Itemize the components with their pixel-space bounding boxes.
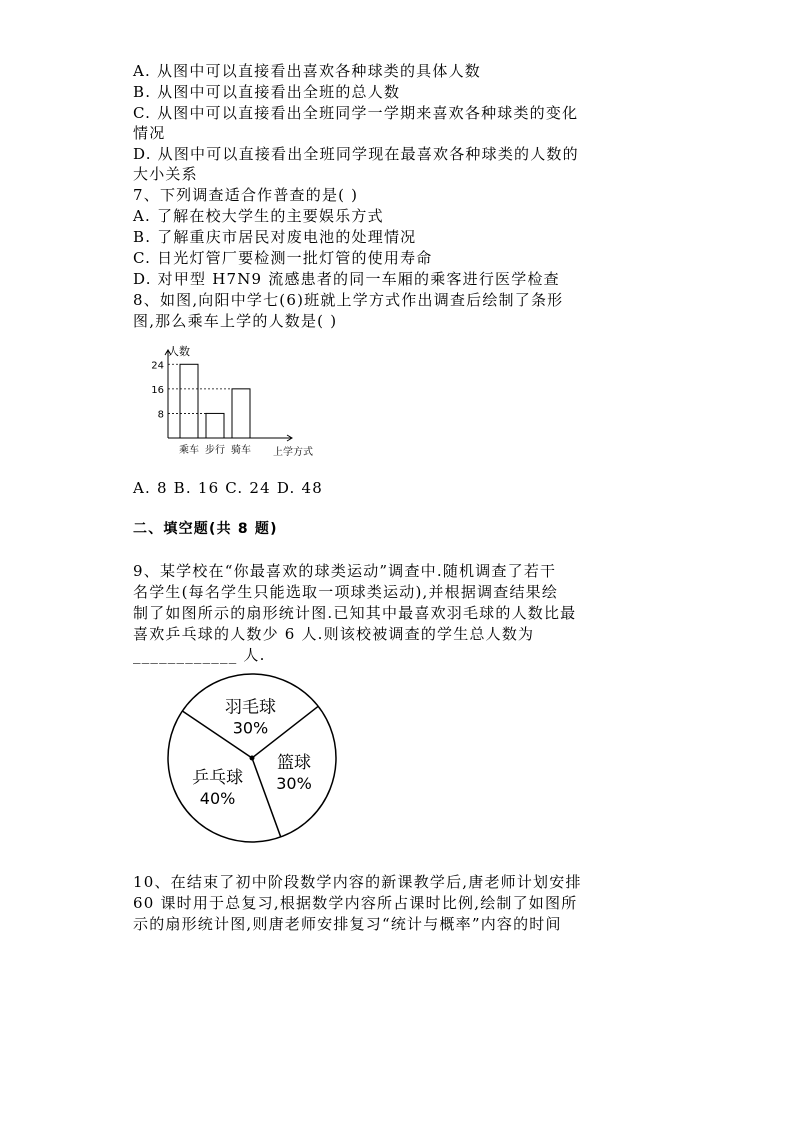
x-tick-label: 乘车 <box>179 445 199 456</box>
q9-line-4: 喜欢乒乓球的人数少 6 人.则该校被调查的学生总人数为 <box>133 625 535 643</box>
section-title: 二、填空题(共 8 题) <box>133 521 278 537</box>
q7-option-d: D. 对甲型 H7N9 流感患者的同一车厢的乘客进行医学检查 <box>133 270 560 288</box>
pie-slice-label: 篮球 <box>276 753 311 774</box>
pie-center-dot <box>250 756 255 761</box>
bar-3 <box>232 389 250 438</box>
y-tick-label: 24 <box>151 360 164 372</box>
y-tick-label: 16 <box>151 384 164 396</box>
q9-line-1: 9、某学校在“你最喜欢的球类运动”调查中.随机调查了若干 <box>133 562 557 580</box>
q6-option-c: C. 从图中可以直接看出全班同学一学期来喜欢各种球类的变化 <box>133 104 579 122</box>
pie-slice-label: 羽毛球 <box>224 697 276 718</box>
q10-line-1: 10、在结束了初中阶段数学内容的新课教学后,唐老师计划安排 <box>133 873 582 891</box>
q10-line-2: 60 课时用于总复习,根据数学内容所占课时比例,绘制了如图所 <box>133 894 578 912</box>
bar-1 <box>180 364 198 438</box>
q7-option-b: B. 了解重庆市居民对废电池的处理情况 <box>133 228 417 246</box>
pie-slice-value: 30% <box>232 718 269 738</box>
q6-option-d-cont: 大小关系 <box>133 165 198 183</box>
q9-blank-line: ____________ 人. <box>133 646 266 664</box>
pie-slice-value: 30% <box>276 774 312 794</box>
q8-stem: 8、如图,向阳中学七(6)班就上学方式作出调查后绘制了条形 <box>133 291 564 309</box>
x-tick-label: 步行 <box>205 445 225 456</box>
x-tick-label: 骑车 <box>231 445 251 456</box>
pie-slice-label: 乒乓球 <box>192 767 244 788</box>
q7-option-a: A. 了解在校大学生的主要娱乐方式 <box>133 207 384 225</box>
q7-stem: 7、下列调查适合作普查的是( ) <box>133 186 359 204</box>
q8-stem-cont: 图,那么乘车上学的人数是( ) <box>133 312 338 330</box>
pie-chart <box>160 670 350 850</box>
q9-line-2: 名学生(每名学生只能选取一项球类运动),并根据调查结果绘 <box>133 583 559 601</box>
q6-option-c-cont: 情况 <box>133 124 166 142</box>
pie-slice-value: 40% <box>199 788 236 808</box>
q8-options: A. 8 B. 16 C. 24 D. 48 <box>133 479 323 497</box>
q7-option-c: C. 日光灯管厂要检测一批灯管的使用寿命 <box>133 249 433 267</box>
bar-chart-xlabel: 上学方式 <box>273 447 313 458</box>
bar-chart <box>140 338 330 466</box>
bar-chart-ylabel: 人数 <box>168 345 190 358</box>
q6-option-b: B. 从图中可以直接看出全班的总人数 <box>133 83 401 101</box>
q6-option-d: D. 从图中可以直接看出全班同学现在最喜欢各种球类的人数的 <box>133 145 579 163</box>
bar-2 <box>206 413 224 438</box>
y-tick-label: 8 <box>157 409 164 421</box>
q9-line-3: 制了如图所示的扇形统计图.已知其中最喜欢羽毛球的人数比最 <box>133 604 577 622</box>
q6-option-a: A. 从图中可以直接看出喜欢各种球类的具体人数 <box>133 62 481 80</box>
q10-line-3: 示的扇形统计图,则唐老师安排复习“统计与概率”内容的时间 <box>133 915 562 933</box>
